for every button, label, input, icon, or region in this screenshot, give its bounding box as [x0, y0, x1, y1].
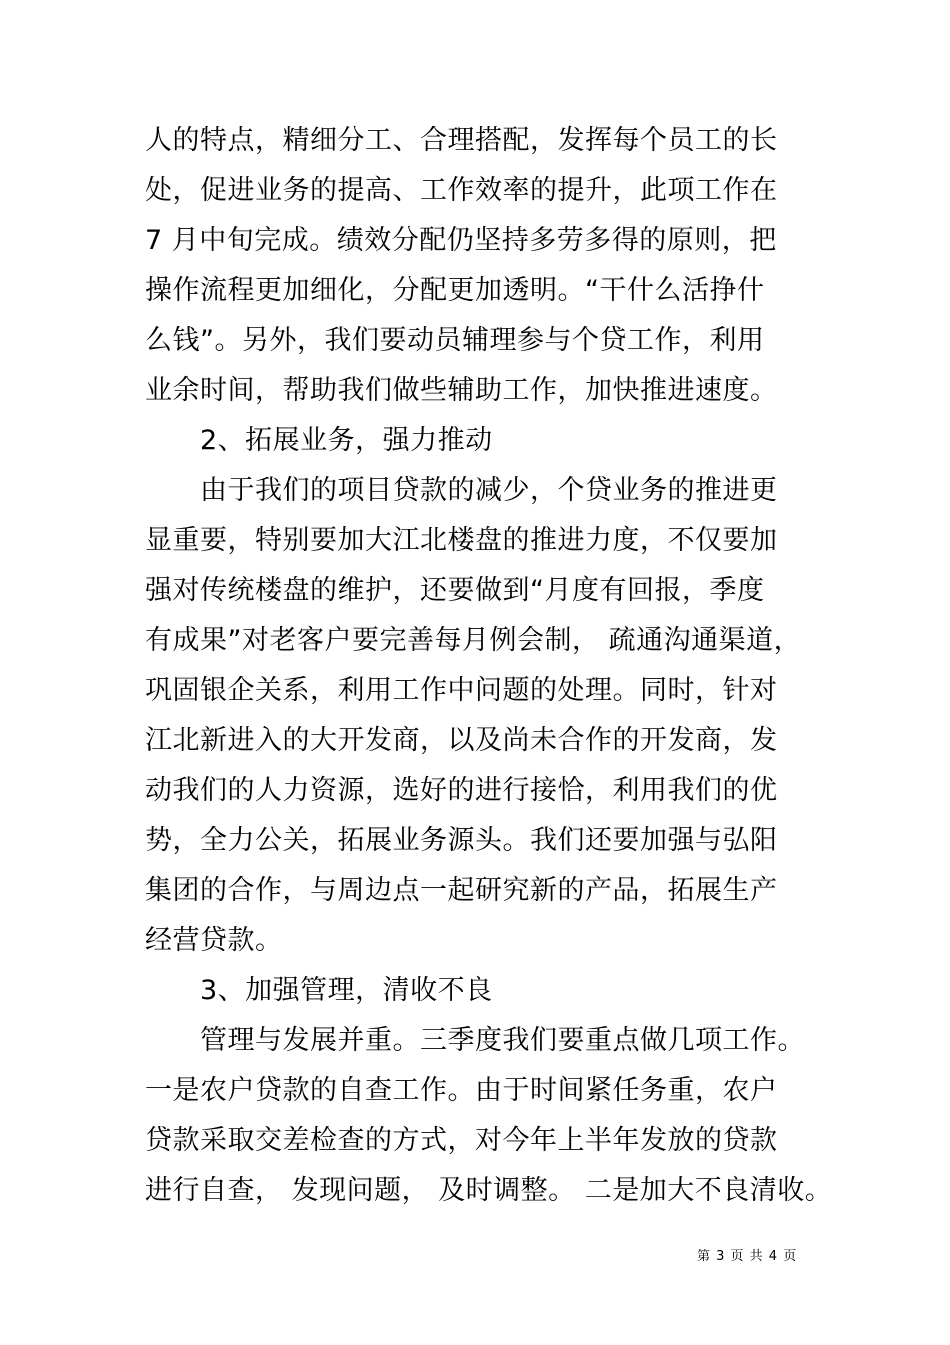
- section-heading: 2、拓展业务，强力推动: [200, 425, 493, 456]
- text-line: 强对传统楼盘的维护，还要做到“月度有回报，季度: [145, 575, 765, 606]
- text-line: 经营贷款。: [145, 925, 283, 956]
- paragraph-first-line: 由于我们的项目贷款的减少，个贷业务的推进更: [200, 475, 778, 506]
- text-line: 势，全力公关，拓展业务源头。我们还要加强与弘阳: [145, 825, 778, 856]
- text-line: 集团的合作，与周边点一起研究新的产品，拓展生产: [145, 875, 778, 906]
- text-line: 动我们的人力资源，选好的进行接恰，利用我们的优: [145, 775, 778, 806]
- text-line: 贷款采取交差检查的方式，对今年上半年发放的贷款: [145, 1125, 778, 1156]
- page-number-footer: 第 3 页 共 4 页: [697, 1249, 798, 1264]
- text-line: 巩固银企关系，利用工作中问题的处理。同时，针对: [145, 675, 778, 706]
- text-line: 人的特点，精细分工、合理搭配，发挥每个员工的长: [145, 125, 778, 156]
- text-line: 操作流程更加细化，分配更加透明。“干什么活挣什: [145, 275, 765, 306]
- text-line: 一是农户贷款的自查工作。由于时间紧任务重，农户: [145, 1075, 778, 1106]
- section-heading: 3、加强管理，清收不良: [200, 975, 493, 1006]
- text-line: 进行自查， 发现问题， 及时调整。 二是加大不良清收。: [145, 1175, 833, 1206]
- text-line: 业余时间，帮助我们做些辅助工作，加快推进速度。: [145, 375, 778, 406]
- text-line: 江北新进入的大开发商，以及尚未合作的开发商，发: [145, 725, 778, 756]
- text-line: 7 月中旬完成。绩效分配仍坚持多劳多得的原则，把: [145, 225, 777, 256]
- text-line: 么钱”。另外，我们要动员辅理参与个贷工作，利用: [145, 325, 765, 356]
- paragraph-first-line: 管理与发展并重。三季度我们要重点做几项工作。: [200, 1025, 805, 1056]
- text-line: 有成果”对老客户要完善每月例会制， 疏通沟通渠道，: [145, 625, 802, 656]
- text-line: 显重要，特别要加大江北楼盘的推进力度，不仅要加: [145, 525, 778, 556]
- text-line: 处，促进业务的提高、工作效率的提升，此项工作在: [145, 175, 778, 206]
